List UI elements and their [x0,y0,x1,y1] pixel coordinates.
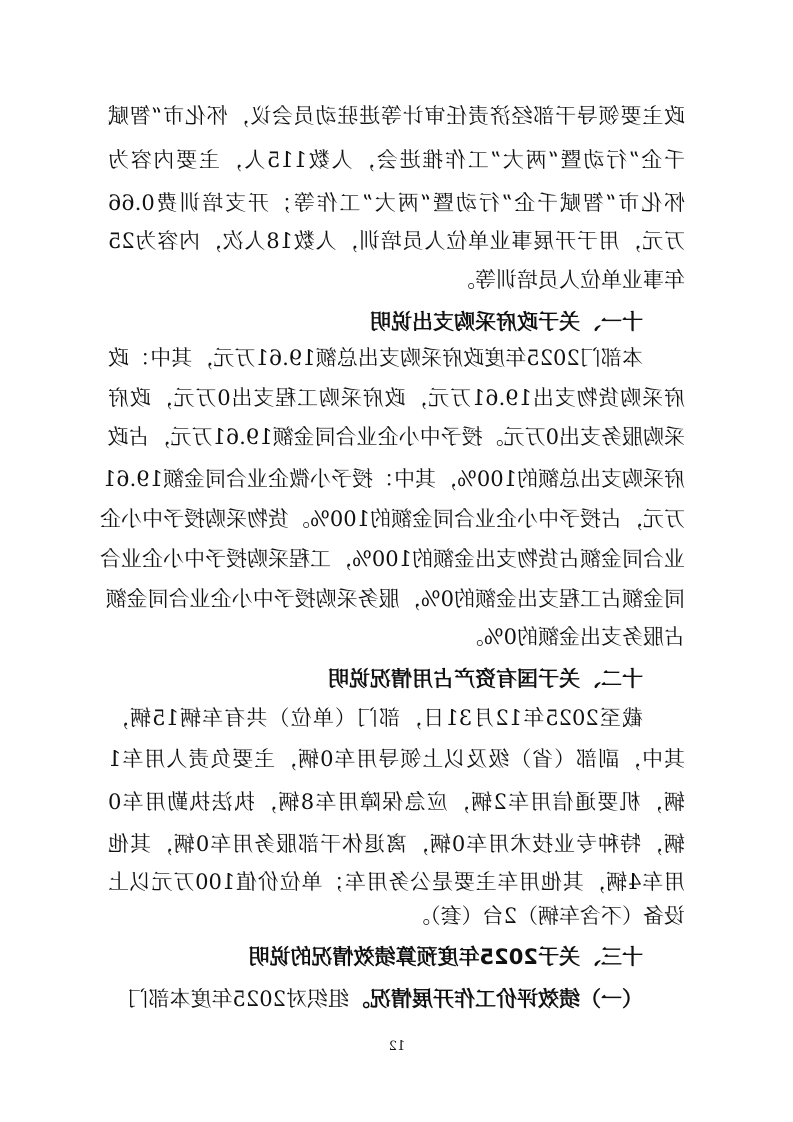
paragraph-line: 同金额占工程支出金额的0%，服务采购授予中小企业合同金额 [105,587,685,611]
paragraph-line: 用车4辆，其他用车主要是公务用车；单位价值100万元以上 [108,870,685,894]
paragraph-line: 府采购货物支出19.61万元，政府采购工程支出0万元，政府 [108,386,685,410]
paragraph-line: 政主要领导干部经济责任审计等进驻动员会议，怀化市“智赋 [108,104,685,128]
paragraph-line: 其中，副部（省）级及以上领导用车0辆，主要负责人用车1 [108,747,685,771]
section-heading: 十二、关于国有资产占用情况说明 [328,667,643,691]
paragraph-line: 年事业单位人员培训等。 [454,268,685,292]
paragraph-line: 千企”行动暨“两大”工作推进会，人数115人，主要内容为 [108,148,685,172]
section-heading: 十一、关于政府采购支出说明 [370,310,643,334]
paragraph-line: 万元，占授予中小企业合同金额的100%。货物采购授予中小企 [99,507,685,531]
subsection-heading: （一）绩效评价工作开展情况。 [349,987,643,1011]
paragraph-line: 采购服务支出0万元。授予中小企业合同金额19.61万元，占政 [107,425,685,449]
subsection-line [108,984,643,1014]
section-heading: 十三、关于2025年度预算绩效情况的说明 [248,945,643,969]
paragraph-line: 本部门2025年度政府采购支出总额19.61万元，其中：政 [108,346,643,370]
paragraph-line: 占服务支出金额的0%。 [462,625,685,649]
paragraph-line: 截至2025年12月31日，部门（单位）共有车辆15辆， [108,706,643,730]
paragraph-line: 府采购支出总额的100%，其中：授予小微企业合同金额19.61 [102,467,685,491]
paragraph-line: 辆，机要通信用车2辆，应急保障用车8辆，执法执勤用车0 [108,790,685,814]
paragraph-line: 设备（不含车辆）2台（套）。 [409,904,685,928]
subsection-text: 组织对2025年度本部门 [127,987,349,1011]
paragraph-line: 辆，特种专业技术用车0辆，离退休干部服务用车0辆，其他 [108,832,685,856]
paragraph-line: 业合同金额占货物支出金额的100%，工程采购授予中小企业合 [99,547,685,571]
paragraph-line: 万元，用于开展事业单位人员培训，人数18人次，内容为25 [108,229,685,253]
page-number: 12 [388,1039,406,1054]
paragraph-line: 怀化市“智赋千企”行动暨“两大”工作等；开支培训费0.66 [108,191,685,215]
